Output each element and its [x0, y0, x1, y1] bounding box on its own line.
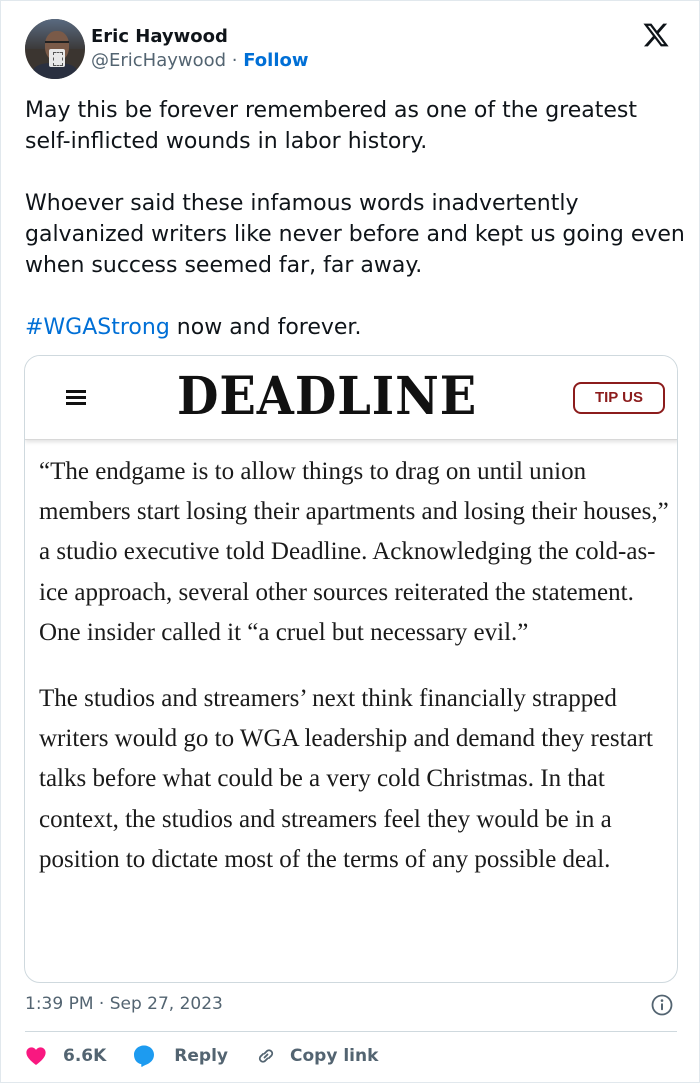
hashtag-link[interactable]: #WGAStrong: [25, 315, 170, 340]
reply-button[interactable]: [132, 1044, 228, 1068]
divider: [25, 1031, 677, 1032]
article-paragraph: “The endgame is to allow things to drag on until union members start losing their apartments and losing their houses,” a studio executive told Deadline. Acknowledging the cold-as-ice approach, several other sources reiterated the statement. One insider called it “a cruel but necessary evil.”: [39, 458, 669, 646]
heart-icon: [25, 1045, 47, 1067]
like-count: 6.6K: [63, 1046, 107, 1066]
tweet-paragraph: May this be forever remembered as one of the greatest self-inflicted wounds in labor history.: [25, 98, 638, 154]
user-info: [91, 25, 309, 73]
copy-link-label: Copy link: [290, 1046, 379, 1066]
like-button[interactable]: [25, 1045, 106, 1067]
author-name[interactable]: Eric Haywood: [91, 26, 228, 47]
link-icon: [254, 1044, 278, 1068]
copy-link-button[interactable]: [254, 1044, 378, 1068]
deadline-logo: DEADLINE: [177, 366, 478, 427]
follow-button[interactable]: Follow: [243, 50, 309, 71]
tweet-paragraph-suffix: now and forever.: [169, 315, 362, 340]
article-paragraph: The studios and streamers’ next think financially strapped writers would go to WGA leadership and demand they restart talks before what could be a very cold Christmas. In that context, the studios and streamers feel they would be in a position to dictate most of the terms of any possible deal.: [39, 685, 653, 873]
article-excerpt: [39, 452, 669, 906]
action-bar: [25, 1044, 404, 1068]
tip-us-button: TIP US: [573, 382, 665, 414]
reply-bubble-icon: [132, 1044, 156, 1068]
timestamp[interactable]: 1:39 PM · Sep 27, 2023: [25, 994, 223, 1014]
avatar[interactable]: [25, 19, 85, 79]
info-icon[interactable]: [650, 993, 674, 1017]
separator: ·: [226, 50, 244, 71]
x-logo-icon[interactable]: [641, 21, 671, 49]
hamburger-icon: [66, 390, 86, 406]
media-image[interactable]: [24, 355, 678, 983]
deadline-header-bar: [25, 356, 678, 440]
author-handle[interactable]: @EricHaywood: [91, 50, 227, 71]
tweet-header: [25, 19, 309, 79]
tweet-text: [25, 95, 685, 343]
tweet-paragraph: Whoever said these infamous words inadvertently galvanized writers like never before and kept us going even when success seemed far, far away.: [25, 191, 685, 278]
reply-label: Reply: [174, 1046, 228, 1066]
